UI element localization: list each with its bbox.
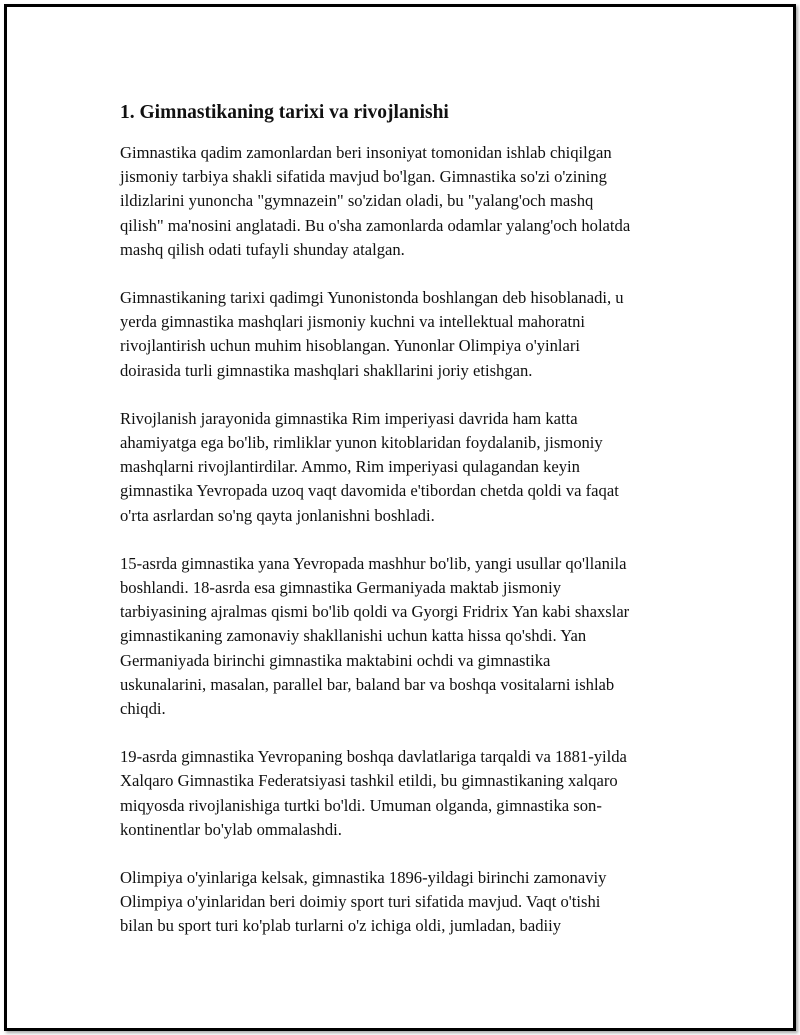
paragraph-line: miqyosda rivojlanishiga turtki bo'ldi. Umuman olganda, gimnastika son- — [120, 795, 602, 815]
paragraph-line: Olimpiya o'yinlariga kelsak, gimnastika 1896-yildagi birinchi zamonaviy — [120, 868, 607, 888]
paragraph-line: ildizlarini yunoncha "gymnazein" so'zidan oladi, bu "yalang'och mashq — [120, 191, 594, 211]
paragraph-line: yerda gimnastika mashqlari jismoniy kuchni va intellektual mahoratni — [120, 312, 585, 332]
paragraph-line: Xalqaro Gimnastika Federatsiyasi tashkil etildi, bu gimnastikaning xalqaro — [120, 771, 618, 791]
paragraph-line: Rivojlanish jarayonida gimnastika Rim imperiyasi davrida ham katta — [120, 408, 578, 428]
paragraph-line: 19-asrda gimnastika Yevropaning boshqa davlatlariga tarqaldi va 1881-yilda — [120, 747, 627, 767]
paragraph-line: tarbiyasining ajralmas qismi bo'lib qoldi va Gyorgi Fridrix Yan kabi shaxslar — [120, 602, 630, 622]
paragraph-line: ahamiyatga ega bo'lib, rimliklar yunon kitoblaridan foydalanib, jismoniy — [120, 433, 603, 453]
paragraph-line: Olimpiya o'yinlaridan beri doimiy sport turi sifatida mavjud. Vaqt o'tishi — [120, 892, 601, 912]
paragraph-line: rivojlantirish uchun muhim hisoblangan. Yunonlar Olimpiya o'yinlari — [120, 336, 581, 356]
paragraph-line: Germaniyada birinchi gimnastika maktabini ochdi va gimnastika — [120, 650, 551, 670]
paragraph-line: Gimnastika qadim zamonlardan beri insoniyat tomonidan ishlab chiqilgan — [120, 143, 612, 162]
document-body — [120, 99, 700, 963]
paragraph — [120, 286, 700, 383]
paragraph-list — [120, 141, 700, 939]
paragraph-line: mashq qilish odati tufayli shunday atalgan. — [120, 239, 405, 259]
paragraph-line: 15-asrda gimnastika yana Yevropada mashhur bo'lib, yangi usullar qo'llanila — [120, 553, 627, 573]
paragraph — [120, 407, 700, 528]
paragraph-line: o'rta asrlardan so'ng qayta jonlanishni boshladi. — [120, 505, 435, 525]
paragraph — [120, 141, 700, 262]
paragraph — [120, 745, 700, 842]
paragraph-line: doirasida turli gimnastika mashqlari shakllarini joriy etishgan. — [120, 360, 533, 380]
paragraph-line: boshlandi. 18-asrda esa gimnastika Germaniyada maktab jismoniy — [120, 578, 562, 598]
paragraph-line: gimnastika Yevropada uzoq vaqt davomida e'tibordan chetda qoldi va faqat — [120, 481, 619, 501]
paragraph-line: qilish" ma'nosini anglatadi. Bu o'sha zamonlarda odamlar yalang'och holatda — [120, 215, 631, 235]
paragraph-line: chiqdi. — [120, 699, 166, 719]
paragraph-line: mashqlarni rivojlantirdilar. Ammo, Rim imperiyasi qulagandan keyin — [120, 457, 580, 477]
document-title: 1. Gimnastikaning tarixi va rivojlanishi — [120, 102, 449, 123]
paragraph-line: gimnastikaning zamonaviy shakllanishi uchun katta hissa qo'shdi. Yan — [120, 626, 587, 646]
paragraph-line: kontinentlar bo'ylab ommalashdi. — [120, 819, 342, 839]
paragraph-line: uskunalarini, masalan, parallel bar, baland bar va boshqa vositalarni ishlab — [120, 674, 615, 694]
paragraph-line: jismoniy tarbiya shakli sifatida mavjud bo'lgan. Gimnastika so'zi o'zining — [120, 167, 607, 187]
paragraph — [120, 866, 700, 939]
paragraph-line: bilan bu sport turi ko'plab turlarni o'z ichiga oldi, jumladan, badiiy — [120, 916, 562, 936]
paragraph — [120, 552, 700, 721]
paragraph-line: Gimnastikaning tarixi qadimgi Yunonistonda boshlangan deb hisoblanadi, u — [120, 288, 624, 308]
document-page — [4, 4, 796, 1031]
